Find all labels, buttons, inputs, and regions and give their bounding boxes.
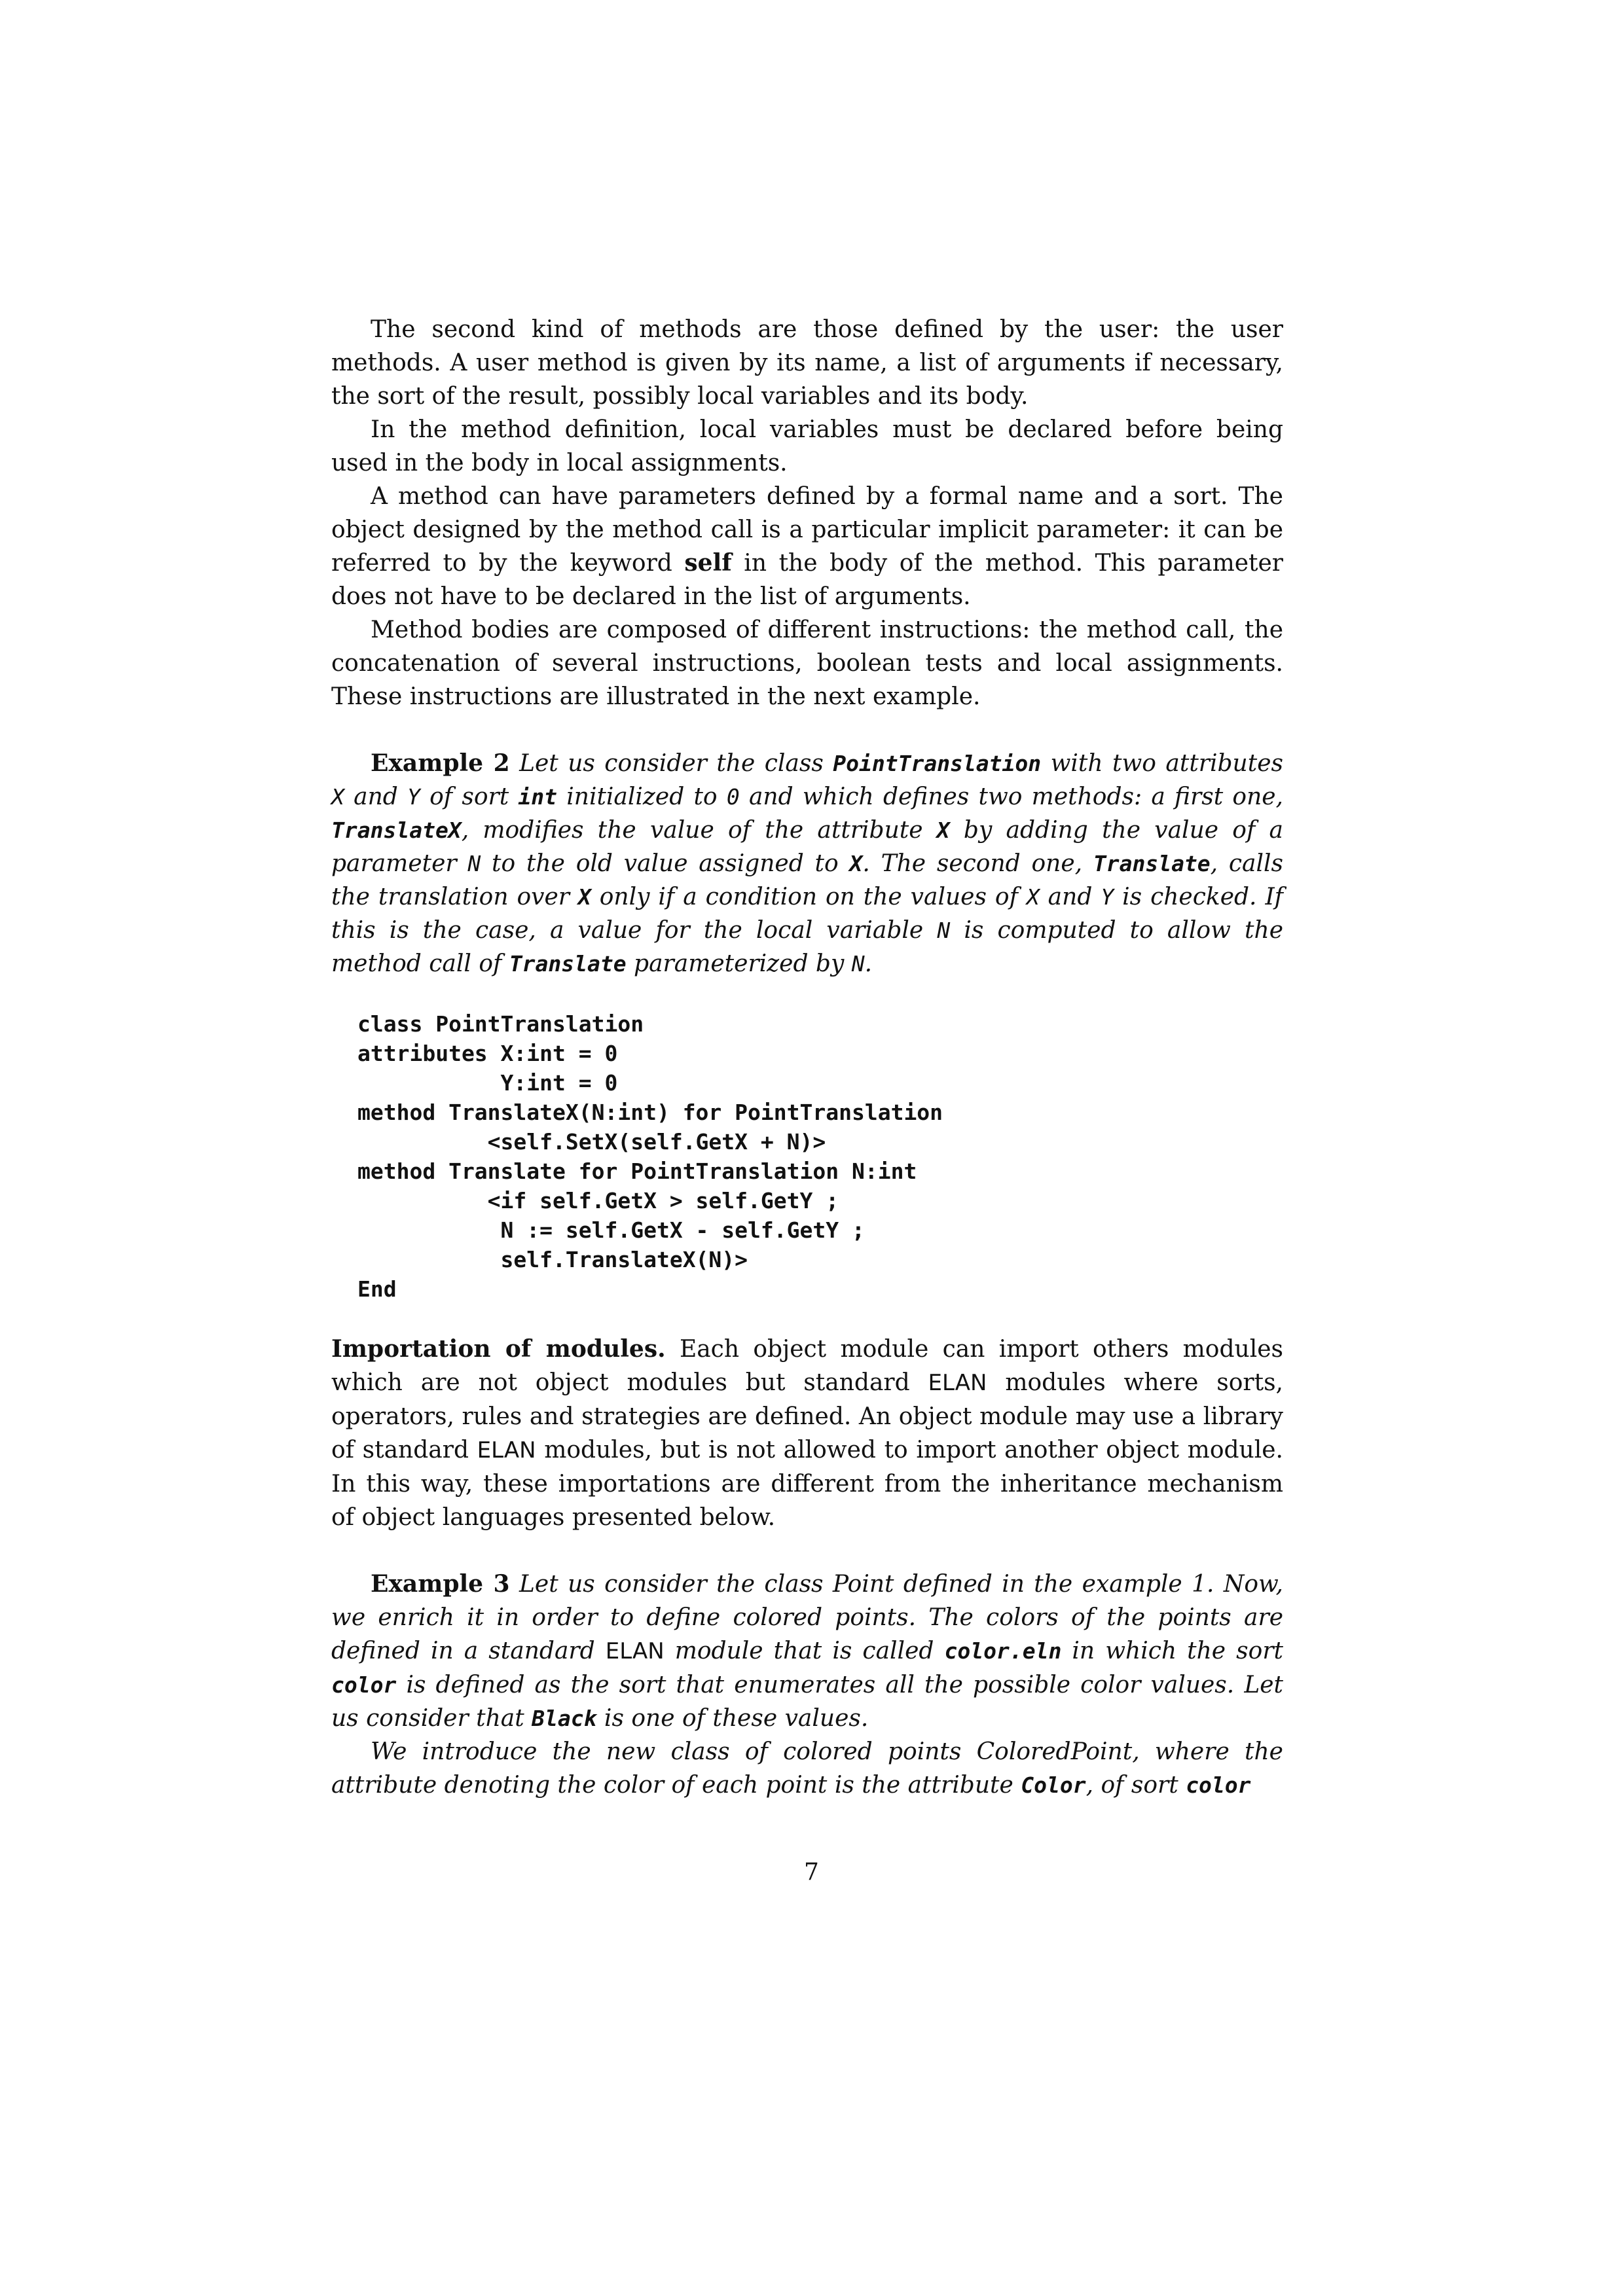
elan-name: ELAN: [605, 1638, 665, 1664]
code-line: <self.SetX(self.GetX + N)>: [357, 1129, 826, 1155]
text-segment: in which the sort: [1061, 1638, 1284, 1664]
example-3-label: Example 3: [371, 1570, 510, 1598]
code-term: Translate: [1093, 851, 1211, 876]
example-3: [331, 1568, 1283, 1735]
text-segment: , modifies the value of the attribute: [461, 817, 937, 844]
code-line: self.TranslateX(N)>: [357, 1247, 748, 1272]
paragraph-parameters: [331, 480, 1283, 613]
code-line: N := self.GetX - self.GetY ;: [357, 1217, 865, 1243]
text-segment: only if a condition on the values of: [591, 884, 1027, 910]
text-segment: of sort: [420, 783, 519, 810]
code-term: Y: [407, 784, 420, 810]
code-term: N: [467, 851, 481, 876]
text-segment: and: [344, 783, 408, 810]
page-number: 7: [804, 1859, 819, 1886]
paragraph-importation: [331, 1333, 1283, 1534]
code-line: Y:int = 0: [357, 1070, 618, 1096]
text-segment: by adding the value of a parameter: [331, 817, 1284, 877]
section-heading: Importation of modules.: [331, 1335, 666, 1363]
text-segment: A method can have parameters defined by a formal name and a sort. The object designed by the method call is a particular implicit parameter: it can be referred to by the keyword: [331, 483, 1283, 577]
text-segment: and which defines two methods: a first one,: [739, 783, 1283, 810]
code-term: X: [331, 784, 344, 810]
text-segment: .: [864, 950, 873, 977]
code-term: color: [1186, 1772, 1251, 1798]
text-segment: , calls the translation over: [331, 850, 1284, 910]
text-segment: initialized to: [557, 783, 727, 810]
example-2: [331, 747, 1283, 980]
code-line: attributes X:int = 0: [357, 1041, 618, 1066]
code-line: class PointTranslation: [357, 1011, 644, 1037]
text-segment: modules, but is not allowed to import another object module. In this way, these importations are different from the inheritance mechanism of object languages presented below.: [331, 1437, 1283, 1531]
elan-name: ELAN: [928, 1370, 987, 1396]
self-keyword: self: [684, 549, 732, 577]
paragraph-user-methods: The second kind of methods are those defined by the user: the user methods. A user method is given by its name, a list of arguments if necessary, the sort of the result, possibly local variables and its body.: [331, 316, 1283, 410]
text-segment: , of sort: [1085, 1772, 1186, 1799]
text-segment: modules where sorts, operators, rules and strategies are defined. An object module may use a library of standard: [331, 1369, 1283, 1463]
elan-name: ELAN: [477, 1437, 536, 1463]
text-segment: with two attributes: [1041, 750, 1283, 777]
text-segment: Let us consider the class Point defined in the example 1. Now, we enrich it in order to define colored points. The colors of the points are defined in a standard: [331, 1571, 1283, 1664]
text-segment: is defined as the sort that enumerates all the possible color values. Let us consider that: [331, 1672, 1283, 1732]
code-line: End: [357, 1276, 397, 1302]
code-term: Color: [1021, 1772, 1086, 1798]
text-segment: Let us consider the class: [509, 750, 833, 777]
text-segment: Each object module can import others modules which are not object modules but standard: [331, 1336, 1284, 1396]
code-term: N: [937, 918, 951, 943]
code-term: N: [851, 951, 865, 977]
text-segment: module that is called: [664, 1638, 945, 1664]
text-segment: . The second one,: [862, 850, 1093, 877]
text-segment: is checked. If this is the case, a value for the local variable: [331, 884, 1283, 944]
code-term: TranslateX: [331, 817, 462, 843]
text-segment: is one of these values.: [596, 1705, 869, 1732]
code-term: X: [1026, 884, 1040, 910]
example-2-label: Example 2: [371, 749, 510, 777]
paragraph-local-variables: In the method definition, local variables must be declared before being used in the body in local assignments.: [331, 416, 1283, 476]
text-segment: and: [1039, 884, 1101, 910]
code-listing: [357, 1009, 1283, 1304]
code-term: Translate: [509, 951, 627, 977]
text-segment: We introduce the new class of colored points ColoredPoint, where the attribute denoting the color of each point is the attribute: [331, 1738, 1283, 1799]
code-line: <if self.GetX > self.GetY ;: [357, 1188, 839, 1213]
code-term: Black: [532, 1706, 597, 1731]
code-term: int: [518, 784, 558, 810]
code-term: color: [331, 1672, 397, 1698]
page-body: [331, 313, 1283, 1802]
code-term: 0: [726, 784, 740, 810]
code-term: X: [849, 851, 863, 876]
code-term: color.eln: [944, 1638, 1062, 1664]
code-term: PointTranslation: [833, 751, 1042, 776]
text-segment: is computed to allow the method call of: [331, 917, 1283, 977]
text-segment: to the old value assigned to: [481, 850, 850, 877]
code-term: X: [936, 817, 950, 843]
paragraph-colored-point: [331, 1735, 1283, 1802]
code-term: X: [577, 884, 591, 910]
paragraph-method-bodies: Method bodies are composed of different instructions: the method call, the concatenation of several instructions, boolean tests and local assignments. These instructions are illustrated in the next example.: [331, 617, 1283, 710]
code-line: method Translate for PointTranslation N:int: [357, 1158, 917, 1184]
code-line: method TranslateX(N:int) for PointTranslation: [357, 1100, 943, 1125]
text-segment: parameterized by: [626, 950, 852, 977]
text-segment: in the body of the method. This parameter does not have to be declared in the list of arguments.: [331, 550, 1283, 610]
code-term: Y: [1101, 884, 1114, 910]
